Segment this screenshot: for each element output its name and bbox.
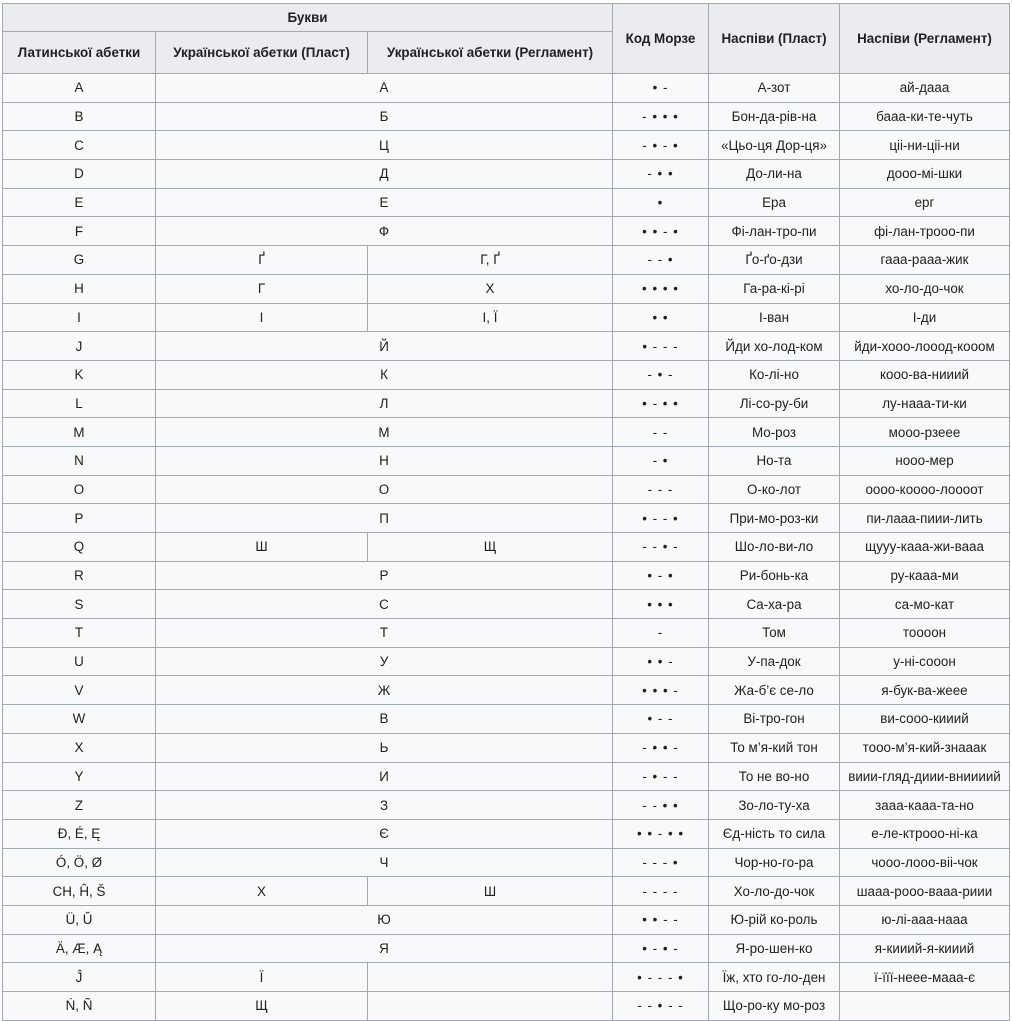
table-row — [3, 905, 1010, 934]
chant-plast-cell: Бон-да-рів-на — [709, 102, 840, 131]
morse-code-cell: • • — [613, 303, 709, 332]
chant-reglament-cell: са-мо-кат — [840, 590, 1010, 619]
ukrainian-plast-cell: І — [156, 303, 368, 332]
chant-plast-cell: Том — [709, 619, 840, 648]
ukrainian-letter-cell: З — [156, 791, 613, 820]
chant-reglament-cell: шааа-рооо-вааа-риии — [840, 877, 1010, 906]
chant-reglament-cell: ноoo-мер — [840, 446, 1010, 475]
chant-reglament-cell: виии-гляд-диии-вниииий — [840, 762, 1010, 791]
chant-reglament-cell: кооо-ва-нииий — [840, 360, 1010, 389]
latin-letter-cell: Ń, Ñ — [3, 992, 156, 1021]
morse-code-cell: - • - - — [613, 762, 709, 791]
latin-letter-cell: Q — [3, 533, 156, 562]
chant-reglament-cell: дооо-мі-шки — [840, 160, 1010, 189]
ukrainian-reglament-header: Української абетки (Регламент) — [368, 32, 613, 74]
chant-reglament-cell: пи-лааа-пиии-лить — [840, 504, 1010, 533]
morse-code-cell: • • - - — [613, 905, 709, 934]
ukrainian-plast-cell: Х — [156, 877, 368, 906]
morse-code-cell: • - - • — [613, 504, 709, 533]
morse-code-cell: • - - — [613, 705, 709, 734]
ukrainian-letter-cell: У — [156, 647, 613, 676]
morse-code-cell: - • — [613, 446, 709, 475]
morse-code-cell: • • - • • — [613, 819, 709, 848]
table-row — [3, 360, 1010, 389]
morse-code-cell: - • • — [613, 160, 709, 189]
morse-code-cell: - • - • — [613, 131, 709, 160]
chant-reglament-cell: ай-дааа — [840, 74, 1010, 103]
chant-reglament-cell: бааа-ки-те-чуть — [840, 102, 1010, 131]
chant-plast-cell: Жа-б’є се-ло — [709, 676, 840, 705]
ukrainian-letter-cell: И — [156, 762, 613, 791]
chant-plast-cell: Ві-тро-гон — [709, 705, 840, 734]
chant-reglament-cell: у-ні-сооон — [840, 647, 1010, 676]
chant-plast-cell: Ера — [709, 188, 840, 217]
chant-plast-cell: А-зот — [709, 74, 840, 103]
morse-code-cell: • • - • — [613, 217, 709, 246]
chant-reglament-cell: щууу-кааа-жи-ваaa — [840, 533, 1010, 562]
latin-letter-cell: J — [3, 332, 156, 361]
table-row — [3, 74, 1010, 103]
ukrainian-letter-cell: Ь — [156, 733, 613, 762]
latin-letter-cell: C — [3, 131, 156, 160]
morse-code-cell: • - • — [613, 561, 709, 590]
latin-letter-cell: F — [3, 217, 156, 246]
table-row — [3, 819, 1010, 848]
table-row — [3, 533, 1010, 562]
morse-code-cell: • • • • — [613, 274, 709, 303]
latin-letter-cell: E — [3, 188, 156, 217]
chant-reglament-cell: ціі-ни-ціі-ни — [840, 131, 1010, 160]
latin-letter-cell: G — [3, 246, 156, 275]
morse-code-cell: - - - • — [613, 848, 709, 877]
latin-letter-cell: Y — [3, 762, 156, 791]
latin-letter-cell: P — [3, 504, 156, 533]
chant-reglament-cell: фі-лан-трооо-пи — [840, 217, 1010, 246]
morse-code-cell: - - • - - — [613, 992, 709, 1021]
latin-letter-cell: L — [3, 389, 156, 418]
latin-letter-cell: Z — [3, 791, 156, 820]
table-row — [3, 733, 1010, 762]
chant-plast-cell: Лі-со-ру-би — [709, 389, 840, 418]
chant-plast-cell: «Цьо-ця Дор-ця» — [709, 131, 840, 160]
latin-letter-cell: B — [3, 102, 156, 131]
morse-code-header: Код Морзе — [613, 4, 709, 74]
ukrainian-reglament-cell: Щ — [368, 533, 613, 562]
latin-letter-cell: Ð, É, Ę — [3, 819, 156, 848]
latin-letter-cell: CH, Ĥ, Š — [3, 877, 156, 906]
chant-plast-cell: Хо-ло-до-чок — [709, 877, 840, 906]
morse-code-cell: • - • • — [613, 389, 709, 418]
ukrainian-letter-cell: Ц — [156, 131, 613, 160]
chant-plast-cell: То м’я-кий тон — [709, 733, 840, 762]
table-row — [3, 131, 1010, 160]
chant-plast-cell: До-ли-на — [709, 160, 840, 189]
morse-code-cell: - — [613, 619, 709, 648]
ukrainian-letter-cell: Б — [156, 102, 613, 131]
chant-reglament-header: Наспіви (Регламент) — [840, 4, 1010, 74]
morse-code-cell: - • - — [613, 360, 709, 389]
latin-letter-cell: D — [3, 160, 156, 189]
chant-reglament-cell: хо-ло-до-чок — [840, 274, 1010, 303]
chant-plast-cell: Йди хо-лод-ком — [709, 332, 840, 361]
table-row — [3, 676, 1010, 705]
ukrainian-reglament-cell: Ш — [368, 877, 613, 906]
table-row — [3, 590, 1010, 619]
ukrainian-reglament-cell — [368, 992, 613, 1021]
table-row — [3, 963, 1010, 992]
ukrainian-letter-cell: Е — [156, 188, 613, 217]
chant-plast-cell: При-мо-роз-ки — [709, 504, 840, 533]
chant-plast-cell: Мо-роз — [709, 418, 840, 447]
morse-code-cell: • • • - — [613, 676, 709, 705]
morse-code-cell: - - • - — [613, 533, 709, 562]
ukrainian-reglament-cell: Х — [368, 274, 613, 303]
chant-plast-cell: Га-ра-кі-рі — [709, 274, 840, 303]
latin-letter-cell: H — [3, 274, 156, 303]
ukrainian-letter-cell: Я — [156, 934, 613, 963]
chant-reglament-cell: ви-сооо-кииий — [840, 705, 1010, 734]
morse-code-cell: • - - - — [613, 332, 709, 361]
ukrainian-letter-cell: Д — [156, 160, 613, 189]
ukrainian-letter-cell: В — [156, 705, 613, 734]
latin-letter-cell: A — [3, 74, 156, 103]
chant-plast-cell: Єд-ність то сила — [709, 819, 840, 848]
chant-plast-cell: У-па-док — [709, 647, 840, 676]
latin-letter-cell: S — [3, 590, 156, 619]
table-row — [3, 647, 1010, 676]
morse-code-cell: • - — [613, 74, 709, 103]
table-row — [3, 705, 1010, 734]
latin-letter-cell: U — [3, 647, 156, 676]
ukrainian-letter-cell: Ю — [156, 905, 613, 934]
ukrainian-plast-header: Української абетки (Пласт) — [156, 32, 368, 74]
chant-reglament-cell: ру-кааа-ми — [840, 561, 1010, 590]
table-row — [3, 561, 1010, 590]
morse-code-cell: • — [613, 188, 709, 217]
chant-reglament-cell: зааа-кааа-та-но — [840, 791, 1010, 820]
table-row — [3, 160, 1010, 189]
latin-letter-cell: V — [3, 676, 156, 705]
ukrainian-letter-cell: Н — [156, 446, 613, 475]
chant-plast-cell: Шо-ло-ви-ло — [709, 533, 840, 562]
ukrainian-letter-cell: О — [156, 475, 613, 504]
chant-plast-cell: Ґо-ґо-дзи — [709, 246, 840, 275]
morse-code-cell: • • • — [613, 590, 709, 619]
chant-reglament-cell: йди-хооо-лооод-кооом — [840, 332, 1010, 361]
chant-plast-cell: Ю-рій ко-роль — [709, 905, 840, 934]
chant-plast-header: Наспіви (Пласт) — [709, 4, 840, 74]
chant-reglament-cell — [840, 992, 1010, 1021]
table-row — [3, 389, 1010, 418]
ukrainian-plast-cell: Ї — [156, 963, 368, 992]
chant-reglament-cell: гааа-рааа-жик — [840, 246, 1010, 275]
table-row — [3, 446, 1010, 475]
table-row — [3, 934, 1010, 963]
latin-letter-cell: R — [3, 561, 156, 590]
chant-reglament-cell: оооо-кооoo-лоооот — [840, 475, 1010, 504]
ukrainian-letter-cell: П — [156, 504, 613, 533]
ukrainian-letter-cell: Л — [156, 389, 613, 418]
chant-reglament-cell: я-кииий-я-кииий — [840, 934, 1010, 963]
ukrainian-reglament-cell: І, Ї — [368, 303, 613, 332]
latin-letter-cell: Ó, Ö, Ø — [3, 848, 156, 877]
ukrainian-letter-cell: Є — [156, 819, 613, 848]
ukrainian-letter-cell: С — [156, 590, 613, 619]
latin-letter-cell: Ä, Æ, Ą — [3, 934, 156, 963]
latin-letter-cell: W — [3, 705, 156, 734]
table-row — [3, 217, 1010, 246]
latin-alphabet-header: Латинської абетки — [3, 32, 156, 74]
table-row — [3, 332, 1010, 361]
table-row — [3, 762, 1010, 791]
chant-reglament-cell: я-бук-ва-жеее — [840, 676, 1010, 705]
morse-code-cell: • • - — [613, 647, 709, 676]
morse-code-cell: - - • • — [613, 791, 709, 820]
chant-reglament-cell: І-ди — [840, 303, 1010, 332]
latin-letter-cell: K — [3, 360, 156, 389]
chant-plast-cell: О-ко-лот — [709, 475, 840, 504]
chant-plast-cell: Фі-лан-тро-пи — [709, 217, 840, 246]
ukrainian-plast-cell: Щ — [156, 992, 368, 1021]
chant-plast-cell: Но-та — [709, 446, 840, 475]
morse-code-cell: - - - - — [613, 877, 709, 906]
table-row — [3, 303, 1010, 332]
morse-code-cell: - • • • — [613, 102, 709, 131]
chant-plast-cell: Я-ро-шен-ко — [709, 934, 840, 963]
latin-letter-cell: T — [3, 619, 156, 648]
ukrainian-reglament-cell — [368, 963, 613, 992]
ukrainian-letter-cell: А — [156, 74, 613, 103]
chant-plast-cell: І-ван — [709, 303, 840, 332]
morse-code-cell: - • • - — [613, 733, 709, 762]
chant-plast-cell: Зо-ло-ту-ха — [709, 791, 840, 820]
chant-reglament-cell: тооо-м’я-кий-знааак — [840, 733, 1010, 762]
table-row — [3, 619, 1010, 648]
table-row — [3, 877, 1010, 906]
chant-plast-cell: То не во-но — [709, 762, 840, 791]
latin-letter-cell: I — [3, 303, 156, 332]
table-row — [3, 504, 1010, 533]
ukrainian-plast-cell: Ш — [156, 533, 368, 562]
ukrainian-reglament-cell: Г, Ґ — [368, 246, 613, 275]
morse-table — [2, 3, 1010, 1021]
latin-letter-cell: X — [3, 733, 156, 762]
latin-letter-cell: Ĵ — [3, 963, 156, 992]
chant-plast-cell: Їж, хто го-ло-ден — [709, 963, 840, 992]
morse-code-cell: • - - - • — [613, 963, 709, 992]
table-row — [3, 992, 1010, 1021]
chant-plast-cell: Чор-но-го-ра — [709, 848, 840, 877]
chant-reglament-cell: мооо-рзеее — [840, 418, 1010, 447]
chant-plast-cell: Ко-лі-но — [709, 360, 840, 389]
table-row — [3, 188, 1010, 217]
chant-reglament-cell: тоооон — [840, 619, 1010, 648]
ukrainian-letter-cell: Й — [156, 332, 613, 361]
latin-letter-cell: O — [3, 475, 156, 504]
ukrainian-plast-cell: Ґ — [156, 246, 368, 275]
latin-letter-cell: N — [3, 446, 156, 475]
morse-code-cell: - - — [613, 418, 709, 447]
chant-reglament-cell: е-ле-ктрооо-ні-ка — [840, 819, 1010, 848]
chant-reglament-cell: чооо-лооо-віі-чок — [840, 848, 1010, 877]
ukrainian-letter-cell: К — [156, 360, 613, 389]
chant-reglament-cell: ї-їїї-нeeе-мааа-є — [840, 963, 1010, 992]
table-row — [3, 246, 1010, 275]
morse-code-cell: - - - — [613, 475, 709, 504]
ukrainian-letter-cell: Т — [156, 619, 613, 648]
ukrainian-letter-cell: Ч — [156, 848, 613, 877]
chant-plast-cell: Са-ха-ра — [709, 590, 840, 619]
ukrainian-letter-cell: М — [156, 418, 613, 447]
chant-reglament-cell: ю-лі-ааа-нааа — [840, 905, 1010, 934]
chant-plast-cell: Ри-бонь-ка — [709, 561, 840, 590]
chant-plast-cell: Що-ро-ку мо-роз — [709, 992, 840, 1021]
table-row — [3, 102, 1010, 131]
ukrainian-letter-cell: Ж — [156, 676, 613, 705]
table-row — [3, 274, 1010, 303]
table-row — [3, 848, 1010, 877]
table-row — [3, 791, 1010, 820]
table-row — [3, 418, 1010, 447]
latin-letter-cell: M — [3, 418, 156, 447]
ukrainian-plast-cell: Г — [156, 274, 368, 303]
ukrainian-letter-cell: Ф — [156, 217, 613, 246]
table-row — [3, 475, 1010, 504]
letters-group-header: Букви — [3, 4, 613, 32]
morse-code-cell: • - • - — [613, 934, 709, 963]
morse-code-cell: - - • — [613, 246, 709, 275]
ukrainian-letter-cell: Р — [156, 561, 613, 590]
latin-letter-cell: Ü, Ŭ — [3, 905, 156, 934]
chant-reglament-cell: ерг — [840, 188, 1010, 217]
chant-reglament-cell: лу-нааа-ти-ки — [840, 389, 1010, 418]
